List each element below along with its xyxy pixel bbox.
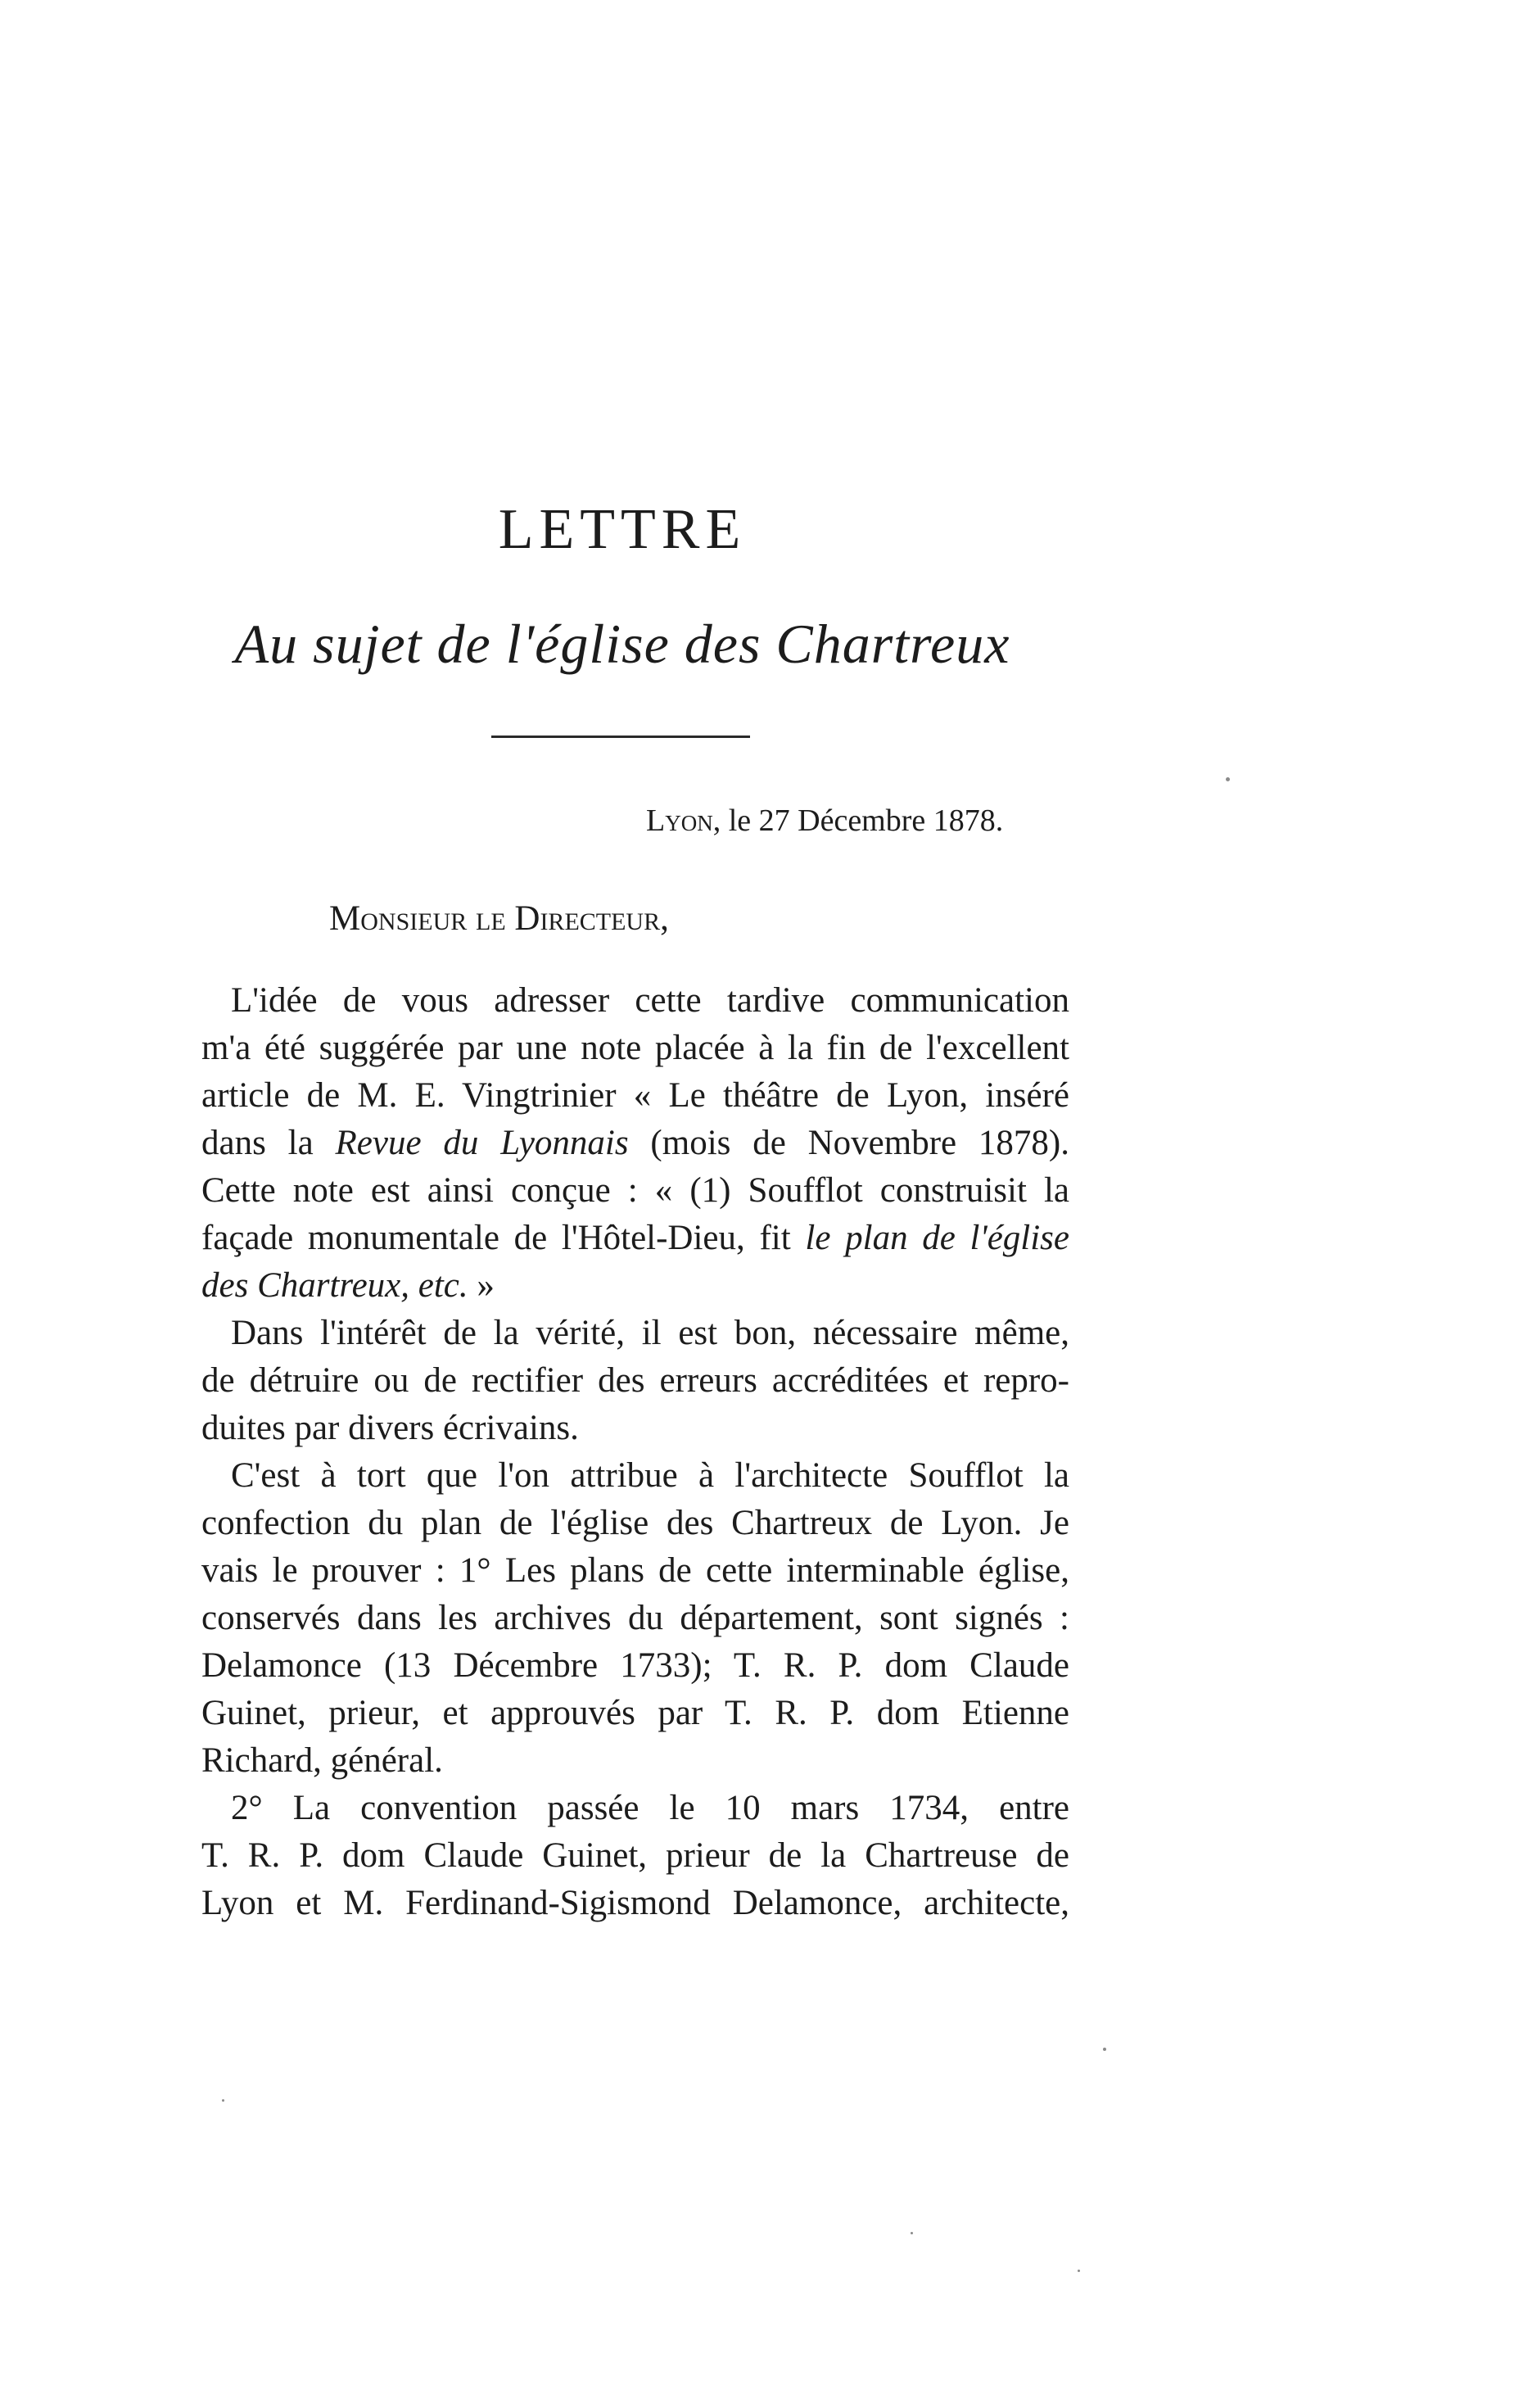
text-line: L'idée de vous adresser cette tardive communication bbox=[231, 981, 1069, 1020]
text-run: façade monumentale de l'Hôtel-Dieu, fit bbox=[201, 1219, 791, 1257]
quoted-italic: des Chartreux, etc. bbox=[201, 1266, 468, 1305]
page-subtitle: Au sujet de l'église des Chartreux bbox=[234, 613, 1010, 675]
text-line: confection du plan de l'église des Chartreux de Lyon. Je bbox=[201, 1504, 1069, 1542]
paper-speck bbox=[911, 2232, 913, 2234]
text-line: Delamonce (13 Décembre 1733); T. R. P. dom Claude bbox=[201, 1646, 1069, 1685]
quoted-italic: le plan de l'église bbox=[805, 1219, 1069, 1257]
title-divider bbox=[491, 736, 750, 738]
text-line bbox=[201, 1215, 1069, 1262]
text-line: duites par divers écrivains. bbox=[201, 1409, 579, 1447]
text-line: Lyon et M. Ferdinand-Sigismond Delamonce, architecte, bbox=[201, 1884, 1069, 1922]
letter-body bbox=[201, 977, 1069, 1927]
text-run: dans la bbox=[201, 1124, 314, 1162]
text-line: conservés dans les archives du département, sont signés : bbox=[201, 1599, 1069, 1637]
dateline-place: Lyon, bbox=[646, 803, 721, 838]
text-line bbox=[201, 1262, 1069, 1310]
dateline-date: le 27 Décembre 1878. bbox=[728, 803, 1004, 838]
text-line: m'a été suggérée par une note placée à la fin de l'excellent bbox=[201, 1029, 1069, 1067]
dateline bbox=[646, 803, 1003, 840]
text-line: vais le prouver : 1° Les plans de cette interminable église, bbox=[201, 1551, 1069, 1590]
text-line: T. R. P. dom Claude Guinet, prieur de la Chartreuse de bbox=[201, 1836, 1069, 1875]
text-line: article de M. E. Vingtrinier « Le théâtre de Lyon, inséré bbox=[201, 1076, 1069, 1115]
salutation: Monsieur le Directeur, bbox=[329, 899, 669, 938]
text-run: » bbox=[477, 1266, 495, 1305]
text-line: Cette note est ainsi conçue : « (1) Soufflot construisit la bbox=[201, 1171, 1069, 1210]
paper-speck bbox=[1226, 777, 1230, 781]
text-line: Richard, général. bbox=[201, 1741, 443, 1780]
text-line: de détruire ou de rectifier des erreurs accréditées et repro- bbox=[201, 1361, 1069, 1400]
journal-title: Revue du Lyonnais bbox=[335, 1124, 629, 1162]
paper-speck bbox=[1078, 2270, 1080, 2272]
page-title: LETTRE bbox=[498, 498, 747, 561]
text-line: Dans l'intérêt de la vérité, il est bon, nécessaire même, bbox=[231, 1314, 1069, 1352]
paper-speck bbox=[222, 2099, 224, 2102]
paper-speck bbox=[1103, 2048, 1106, 2051]
text-line: 2° La convention passée le 10 mars 1734, entre bbox=[231, 1789, 1069, 1827]
text-line bbox=[201, 1120, 1069, 1167]
text-run: (mois de Novembre 1878). bbox=[650, 1124, 1069, 1162]
text-line: Guinet, prieur, et approuvés par T. R. P. dom Etienne bbox=[201, 1694, 1069, 1732]
text-line: C'est à tort que l'on attribue à l'architecte Soufflot la bbox=[231, 1456, 1069, 1495]
